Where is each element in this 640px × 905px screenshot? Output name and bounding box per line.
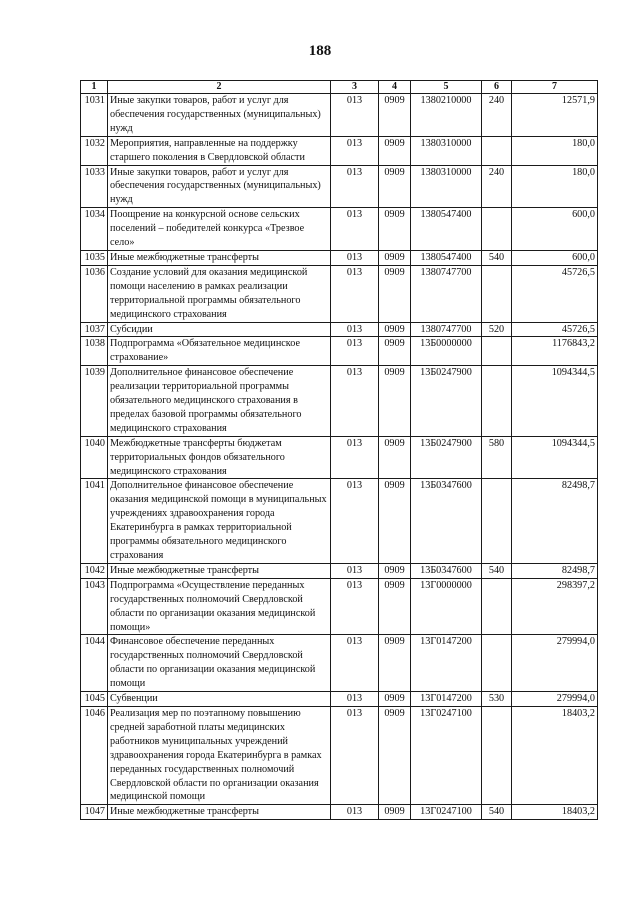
table-row <box>81 250 598 265</box>
row-name: Иные межбюджетные трансферты <box>108 250 331 265</box>
row-number: 1039 <box>81 366 108 437</box>
row-ministry-code: 013 <box>331 337 379 366</box>
row-number: 1032 <box>81 136 108 165</box>
budget-table <box>80 80 598 820</box>
row-number: 1041 <box>81 479 108 563</box>
row-type-code <box>482 136 512 165</box>
row-sum: 45726,5 <box>512 265 598 322</box>
row-ministry-code: 013 <box>331 208 379 251</box>
row-ministry-code: 013 <box>331 322 379 337</box>
row-ministry-code: 013 <box>331 805 379 820</box>
row-ministry-code: 013 <box>331 578 379 635</box>
header-col-7: 7 <box>512 81 598 94</box>
row-section-code: 0909 <box>379 436 411 479</box>
row-sum: 180,0 <box>512 136 598 165</box>
row-number: 1038 <box>81 337 108 366</box>
row-type-code: 540 <box>482 250 512 265</box>
row-sum: 82498,7 <box>512 563 598 578</box>
row-ministry-code: 013 <box>331 265 379 322</box>
row-number: 1042 <box>81 563 108 578</box>
row-section-code: 0909 <box>379 250 411 265</box>
row-number: 1044 <box>81 635 108 692</box>
row-number: 1037 <box>81 322 108 337</box>
header-col-2: 2 <box>108 81 331 94</box>
row-section-code: 0909 <box>379 322 411 337</box>
row-name: Дополнительное финансовое обеспечение реализации территориальной программы обязательного медицинского страхования в пределах базовой программы обязательного медицинского страхования <box>108 366 331 437</box>
row-type-code <box>482 635 512 692</box>
row-number: 1031 <box>81 94 108 137</box>
row-number: 1034 <box>81 208 108 251</box>
row-sum: 279994,0 <box>512 692 598 707</box>
table-row <box>81 136 598 165</box>
row-type-code: 580 <box>482 436 512 479</box>
row-sum: 18403,2 <box>512 805 598 820</box>
table-row <box>81 94 598 137</box>
row-type-code: 240 <box>482 165 512 208</box>
row-target-code: 1380547400 <box>411 208 482 251</box>
row-sum: 18403,2 <box>512 706 598 804</box>
row-number: 1033 <box>81 165 108 208</box>
row-sum: 600,0 <box>512 208 598 251</box>
row-number: 1047 <box>81 805 108 820</box>
row-name: Дополнительное финансовое обеспечение оказания медицинской помощи в муниципальных учреждениях здравоохранения города Екатеринбурга в рамках территориальной программы обязательного медицинского страхования <box>108 479 331 563</box>
row-sum: 1176843,2 <box>512 337 598 366</box>
row-sum: 298397,2 <box>512 578 598 635</box>
row-ministry-code: 013 <box>331 94 379 137</box>
row-type-code: 520 <box>482 322 512 337</box>
row-type-code <box>482 265 512 322</box>
row-number: 1046 <box>81 706 108 804</box>
table-row <box>81 479 598 563</box>
row-target-code: 13Г0147200 <box>411 692 482 707</box>
table-row <box>81 436 598 479</box>
row-sum: 1094344,5 <box>512 366 598 437</box>
row-section-code: 0909 <box>379 706 411 804</box>
row-name: Субвенции <box>108 692 331 707</box>
header-col-3: 3 <box>331 81 379 94</box>
row-target-code: 1380747700 <box>411 322 482 337</box>
row-name: Подпрограмма «Осуществление переданных государственных полномочий Свердловской области по организации оказания медицинской помощи» <box>108 578 331 635</box>
table-row <box>81 635 598 692</box>
row-ministry-code: 013 <box>331 706 379 804</box>
row-type-code: 540 <box>482 563 512 578</box>
row-section-code: 0909 <box>379 635 411 692</box>
row-target-code: 13Г0147200 <box>411 635 482 692</box>
row-section-code: 0909 <box>379 337 411 366</box>
row-section-code: 0909 <box>379 563 411 578</box>
row-ministry-code: 013 <box>331 479 379 563</box>
header-row <box>81 81 598 94</box>
row-name: Иные закупки товаров, работ и услуг для обеспечения государственных (муниципальных) нужд <box>108 165 331 208</box>
row-sum: 600,0 <box>512 250 598 265</box>
table-body <box>81 94 598 820</box>
row-target-code: 13Б0000000 <box>411 337 482 366</box>
row-sum: 1094344,5 <box>512 436 598 479</box>
row-number: 1040 <box>81 436 108 479</box>
row-name: Подпрограмма «Обязательное медицинское страхование» <box>108 337 331 366</box>
row-number: 1043 <box>81 578 108 635</box>
row-type-code: 540 <box>482 805 512 820</box>
row-section-code: 0909 <box>379 94 411 137</box>
row-sum: 180,0 <box>512 165 598 208</box>
header-col-5: 5 <box>411 81 482 94</box>
row-ministry-code: 013 <box>331 436 379 479</box>
row-target-code: 1380310000 <box>411 136 482 165</box>
row-section-code: 0909 <box>379 578 411 635</box>
row-type-code <box>482 479 512 563</box>
header-col-1: 1 <box>81 81 108 94</box>
table-row <box>81 366 598 437</box>
row-name: Мероприятия, направленные на поддержку старшего поколения в Свердловской области <box>108 136 331 165</box>
row-name: Поощрение на конкурсной основе сельских поселений – победителей конкурса «Трезвое село» <box>108 208 331 251</box>
row-name: Иные закупки товаров, работ и услуг для обеспечения государственных (муниципальных) нужд <box>108 94 331 137</box>
row-target-code: 13Г0247100 <box>411 706 482 804</box>
row-type-code: 530 <box>482 692 512 707</box>
row-sum: 82498,7 <box>512 479 598 563</box>
row-section-code: 0909 <box>379 165 411 208</box>
row-ministry-code: 013 <box>331 366 379 437</box>
table-row <box>81 563 598 578</box>
row-type-code <box>482 706 512 804</box>
row-target-code: 1380747700 <box>411 265 482 322</box>
table-row <box>81 692 598 707</box>
row-ministry-code: 013 <box>331 692 379 707</box>
row-sum: 45726,5 <box>512 322 598 337</box>
row-name: Реализация мер по поэтапному повышению средней заработной платы медицинских работников муниципальных учреждений здравоохранения города Екатеринбурга в рамках переданных государственных полномочий Свердловской области по организации оказания медицинской помощи <box>108 706 331 804</box>
row-sum: 279994,0 <box>512 635 598 692</box>
row-section-code: 0909 <box>379 136 411 165</box>
row-target-code: 1380310000 <box>411 165 482 208</box>
table-row <box>81 337 598 366</box>
row-type-code <box>482 366 512 437</box>
row-type-code <box>482 578 512 635</box>
header-col-4: 4 <box>379 81 411 94</box>
table-row <box>81 165 598 208</box>
row-number: 1035 <box>81 250 108 265</box>
table-header <box>81 81 598 94</box>
row-name: Иные межбюджетные трансферты <box>108 563 331 578</box>
table-row <box>81 578 598 635</box>
row-ministry-code: 013 <box>331 136 379 165</box>
row-type-code: 240 <box>482 94 512 137</box>
row-target-code: 1380547400 <box>411 250 482 265</box>
row-name: Межбюджетные трансферты бюджетам территориальных фондов обязательного медицинского страхования <box>108 436 331 479</box>
row-type-code <box>482 208 512 251</box>
row-name: Иные межбюджетные трансферты <box>108 805 331 820</box>
row-target-code: 13Б0347600 <box>411 563 482 578</box>
row-number: 1036 <box>81 265 108 322</box>
row-target-code: 13Б0347600 <box>411 479 482 563</box>
table-row <box>81 208 598 251</box>
table-row <box>81 706 598 804</box>
row-section-code: 0909 <box>379 805 411 820</box>
page-number: 188 <box>308 43 332 59</box>
row-section-code: 0909 <box>379 692 411 707</box>
row-name: Финансовое обеспечение переданных государственных полномочий Свердловской области по организации оказания медицинской помощи <box>108 635 331 692</box>
table-row <box>81 265 598 322</box>
row-section-code: 0909 <box>379 208 411 251</box>
row-ministry-code: 013 <box>331 635 379 692</box>
row-ministry-code: 013 <box>331 250 379 265</box>
row-sum: 12571,9 <box>512 94 598 137</box>
table-row <box>81 322 598 337</box>
row-name: Создание условий для оказания медицинской помощи населению в рамках реализации территориальной программы обязательного медицинского страхования <box>108 265 331 322</box>
header-col-6: 6 <box>482 81 512 94</box>
row-ministry-code: 013 <box>331 165 379 208</box>
row-target-code: 13Г0000000 <box>411 578 482 635</box>
row-ministry-code: 013 <box>331 563 379 578</box>
row-section-code: 0909 <box>379 265 411 322</box>
row-type-code <box>482 337 512 366</box>
row-target-code: 13Б0247900 <box>411 366 482 437</box>
row-number: 1045 <box>81 692 108 707</box>
row-section-code: 0909 <box>379 366 411 437</box>
table-row <box>81 805 598 820</box>
row-section-code: 0909 <box>379 479 411 563</box>
row-target-code: 1380210000 <box>411 94 482 137</box>
row-target-code: 13Б0247900 <box>411 436 482 479</box>
row-target-code: 13Г0247100 <box>411 805 482 820</box>
row-name: Субсидии <box>108 322 331 337</box>
